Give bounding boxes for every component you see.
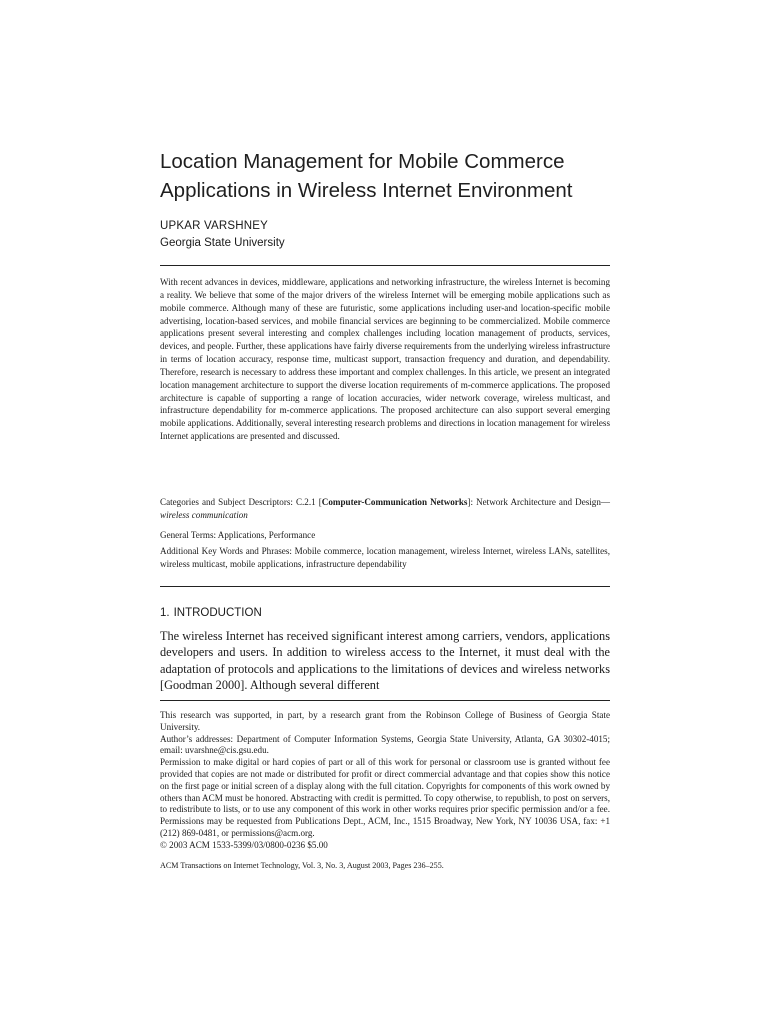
intro-paragraph: The wireless Internet has received significant interest among carriers, vendors, applications developers and users. In addition to wireless access to the Internet, it must deal with the adaptation of protocols and applications to the limitations of devices and wireless networks [Goodman 2000]. Although several different (160, 629, 610, 693)
footnotes (160, 710, 610, 852)
footnote-address: Author’s addresses: Department of Computer Information Systems, Georgia State University, Atlanta, GA 30302-4015; email: uvarshne@cis.gsu.edu. (160, 733, 610, 756)
footnote-divider (160, 700, 610, 701)
keywords: Additional Key Words and Phrases: Mobile commerce, location management, wireless Internet, wireless LANs, satellites, wireless multicast, mobile applications, infrastructure dependability (160, 546, 610, 569)
divider (160, 265, 610, 266)
categories-bold: Computer-Communication Networks (321, 497, 468, 507)
categories-descriptors (160, 496, 610, 522)
section-heading (160, 607, 266, 619)
divider (160, 586, 610, 587)
section-title: INTRODUCTION (173, 607, 262, 619)
categories-prefix: Categories and Subject Descriptors: C.2.1 [ (160, 497, 322, 507)
footnote-copyright: © 2003 ACM 1533-5399/03/0800-0236 $5.00 (160, 839, 328, 850)
categories-middle: ]: Network Architecture and Design— (467, 497, 610, 507)
footnote-permission: Permission to make digital or hard copies of part or all of this work for personal or classroom use is granted without fee provided that copies are not made or distributed for profit or direct commercial advantage and that copies show this notice on the first page or initial screen of a display along with the full citation. Copyrights for components of this work owned by others than ACM must be honored. Abstracting with credit is permitted. To copy otherwise, to republish, to post on servers, to redistribute to lists, or to use any component of this work in other works requires prior specific permission and/or a fee. Permissions may be requested from Publications Dept., ACM, Inc., 1515 Broadway, New York, NY 10036 USA, fax: +1 (212) 869-0481, or permissions@acm.org. (160, 757, 610, 838)
journal-line: ACM Transactions on Internet Technology, Vol. 3, No. 3, August 2003, Pages 236–255. (160, 861, 444, 870)
author-affiliation: Georgia State University (160, 237, 285, 249)
paper-title: Location Management for Mobile Commerce Applications in Wireless Internet Environment (160, 150, 573, 202)
abstract: With recent advances in devices, middleware, applications and networking infrastructure, the wireless Internet is becoming a reality. We believe that some of the major drivers of the wireless Internet will be emerging mobile applications such as mobile commerce. Although many of these are futuristic, some applications including user-and location-specific mobile advertising, location-based services, and mobile financial services are beginning to be commercialized. Mobile commerce applications present several interesting and complex challenges including location management of products, services, devices, and people. Further, these applications have fairly diverse requirements from the underlying wireless infrastructure in terms of location accuracy, response time, multicast support, transaction frequency and duration, and dependability. Therefore, research is necessary to address these important and complex challenges. In this article, we present an integrated location management architecture to support the diverse location requirements of m-commerce applications. The proposed architecture is capable of supporting a range of location accuracies, wider network coverage, wireless multicast, and infrastructure dependability for m-commerce applications. The proposed architecture can also support several emerging mobile applications. Additionally, several interesting research problems and directions in location management for wireless Internet applications are presented and discussed. (160, 277, 610, 442)
categories-italic: wireless communication (160, 509, 248, 520)
section-number: 1. (160, 607, 170, 619)
footnote-funding: This research was supported, in part, by a research grant from the Robinson College of Business of Georgia State University. (160, 710, 610, 732)
author-name: UPKAR VARSHNEY (160, 220, 269, 232)
general-terms: General Terms: Applications, Performance (160, 530, 316, 540)
